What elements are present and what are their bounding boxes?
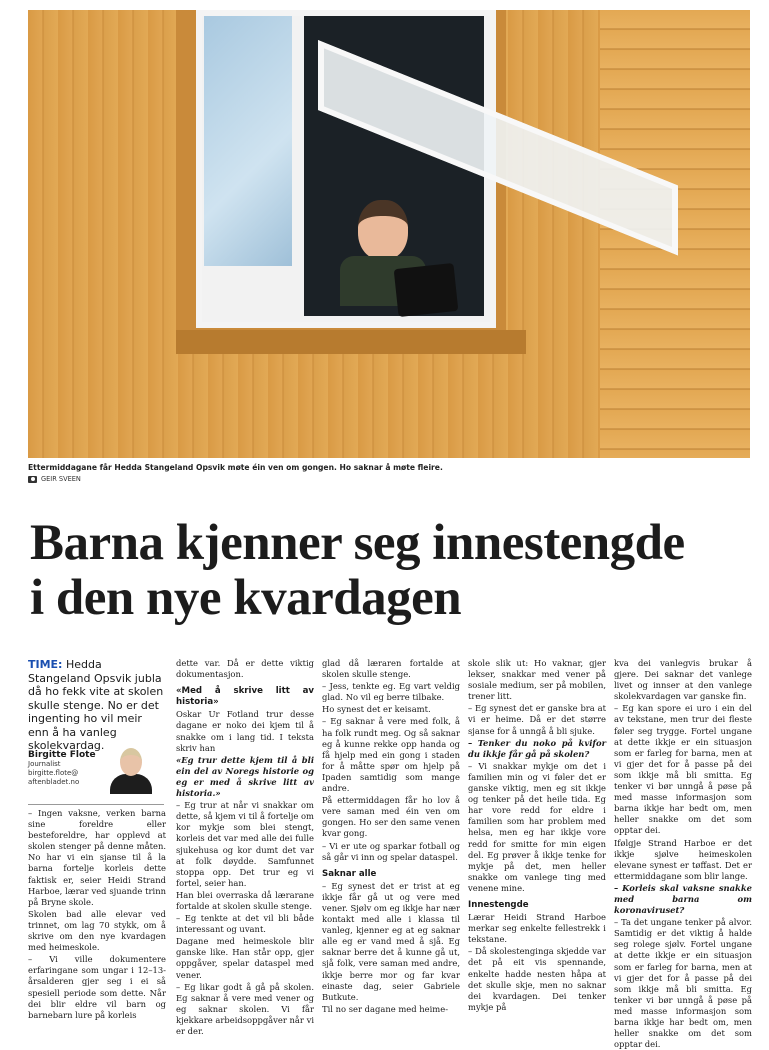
- subheading: «Med å skrive litt av historia»: [176, 686, 314, 708]
- headline-line-2: i den nye kvardagen: [30, 570, 462, 626]
- author-role: Journalist: [28, 760, 61, 768]
- paragraph: – Eg tenkte at det vil bli både interessant og uvant.: [176, 913, 314, 935]
- location-tag: TIME:: [28, 658, 63, 671]
- body-column-4: [468, 658, 606, 1014]
- paragraph: Lærar Heidi Strand Harboe merkar seg enkelte fellestrekk i tekstane.: [468, 912, 606, 945]
- body-column-1: [28, 808, 166, 1021]
- author-name: Birgitte Flote: [28, 750, 96, 760]
- photo-credit-text: GEIR SVEEN: [41, 475, 81, 483]
- avatar-torso: [110, 774, 152, 794]
- headline-line-1: Barna kjenner seg innestengde: [30, 515, 685, 571]
- paragraph: glad då læraren fortalde at skolen skulle stenge.: [322, 658, 460, 680]
- paragraph: – Eg synest det er trist at eg ikkje får gå ut og vere med vener. Sjølv om eg ikkje har nær kontakt med alle i klassa til vanleg, kjenner eg at eg saknar alle eg er vand med å sjå. Eg saknar berre det å kunne gå ut, sjå folk, vere saman med andre, ikkje berre mor og far kvar einaste dag, seier Gabriele Butkute.: [322, 880, 460, 1002]
- paragraph: Dagane med heimeskole blir ganske like. Han står opp, gjer oppgåver, spelar dataspel med vener.: [176, 936, 314, 980]
- quote: «Eg trur dette kjem til å bli ein del av Noregs historie og eg er med å skrive litt av historia.»: [176, 754, 314, 799]
- hero-photo: [28, 10, 750, 458]
- headline: [30, 516, 750, 626]
- paragraph: – Ta det ungane tenker på alvor. Samtidig er det viktig å halde seg rolege sjølv. Fortel ungane at dette ikkje er ein situasjon som er farleg for barna, men at vi gjer det for å passe på dei som ikkje må bli smitta. Eg tenker vi bør unngå å pøse på med masse informasjon som barna ikkje har bedt om, men heller snakke om det som opptar dei.: [614, 917, 752, 1050]
- paragraph: – Eg saknar å vere med folk, å ha folk rundt meg. Og så saknar eg å kunne rekke opp handa og få hjelp med ein gong i staden for å måtte spør om hjelp på Ipaden samtidig som mange andre.: [322, 716, 460, 794]
- avatar-face: [120, 748, 142, 776]
- paragraph: skole slik ut: Ho vaknar, gjer lekser, snakkar med vener på sosiale medium, ser på mobilen, trener litt.: [468, 658, 606, 702]
- lead-text: Hedda Stangeland Opsvik jubla då ho fekk vite at skolen skulle stenge. No er det ingenting ho vil meir enn å ha vanleg skolekvardag.: [28, 658, 164, 752]
- tablet: [394, 263, 459, 317]
- paragraph: – Vi ville dokumentere erfaringane som ungar i 12–13-årsalderen gjer seg i ei så spesiell periode som dette. Når dei blir eldre vil barn og barnebarn lure på korleis: [28, 954, 166, 1020]
- paragraph: Han blei overraska då lærarane fortalde at skolen skulle stenge.: [176, 889, 314, 911]
- camera-icon: [28, 476, 37, 483]
- subheading: Saknar alle: [322, 868, 377, 879]
- paragraph: Ho synest det er keisamt.: [322, 704, 431, 715]
- paragraph: kva dei vanlegvis brukar å gjere. Dei saknar det vanlege livet og innser at den vanlege skolekvardagen var ganske fin.: [614, 658, 752, 702]
- question: – Korleis skal vaksne snakke med barna om koronaviruset?: [614, 882, 752, 916]
- window-glass: [204, 16, 292, 266]
- photo-credit: [28, 475, 81, 483]
- author-email-1: birgitte.flote@: [28, 769, 79, 777]
- question: – Tenker du noko på kvifor du ikkje får gå på skolen?: [468, 737, 606, 759]
- author-avatar: [104, 744, 158, 790]
- paragraph: – Eg kan spore ei uro i ein del av tekstane, men trur dei fleste føler seg trygge. Fortel ungane at dette ikkje er ein situasjon som er farleg for barna, men at vi gjer det for å passe på dei som ikkje må bli smitta. Eg tenker vi bør unngå å pøse på med masse informasjon som barna ikkje har bedt om, men heller snakke om det som opptar dei.: [614, 703, 752, 836]
- paragraph: Til no ser dagane med heime-: [322, 1003, 449, 1014]
- paragraph: – Eg likar godt å gå på skolen. Eg saknar å vere med vener og eg saknar skolen. Vi får kjekkare arbeidsoppgåver når vi er der.: [176, 981, 314, 1036]
- paragraph: På ettermiddagen får ho lov å vere saman med éin ven om gongen. Ho ser den same venen kvar gong.: [322, 795, 460, 839]
- lead-paragraph: [28, 658, 164, 753]
- paragraph: Skolen bad alle elevar ved trinnet, om lag 70 stykk, om å skrive om den nye kvardagen med heimeskole.: [28, 908, 166, 953]
- paragraph: – Då skolestenginga skjedde var det på eit vis spennande, enkelte hadde nesten håpa at det skulle skje, men no saknar dei kvardagen. Dei tenker mykje på: [468, 946, 606, 1012]
- paragraph: – Eg synest det er ganske bra at vi er heime. Då er det større sjanse for å unngå å bli sjuke.: [468, 703, 606, 736]
- body-column-3: [322, 658, 460, 1016]
- body-column-5: [614, 658, 752, 1050]
- child-head: [358, 200, 408, 260]
- window-sill: [176, 330, 526, 354]
- paragraph: – Vi er ute og sparkar fotball og så går vi inn og spelar dataspel.: [322, 840, 460, 862]
- paragraph: Ifølgje Strand Harboe er det ikkje sjølve heimeskolen elevane synest er tøffast. Det er ettermiddagane som blir lange.: [614, 837, 752, 881]
- photo-caption: Ettermiddagane får Hedda Stangeland Opsvik møte éin ven om gongen. Ho saknar å møte fleire.: [28, 463, 443, 472]
- paragraph: – Eg trur at når vi snakkar om dette, så kjem vi til å fortelje om kor mykje som blei stengt, korleis det var med alle dei fulle sjukehusa og kor dumt det var at folk døydde. Samfunnet stoppa opp. Det trur eg vi fortel, seier han.: [176, 800, 314, 888]
- author-email-2: aftenbladet.no: [28, 778, 80, 786]
- paragraph: – Vi snakkar mykje om det i familien min og vi føler det er ganske viktig, men eg sit ikkje og tenker på det heile tida. Eg har vore redd for eldre i familien som har problem med helsa, men eg har ikkje vore redd for smitte for min eigen del. Eg prøver å ikkje tenke for mykje på det, men heller snakke om vanlege ting med venene mine.: [468, 760, 606, 893]
- paragraph: – Ingen vaksne, verken barna sine foreldre eller besteforeldre, har opplevd at skolen stenger på denne måten. No har vi ein sjanse til å la barna fortelje korleis dette faktisk er, seier Heidi Strand Harboe, lærar ved sjuande trinn på Bryne skole.: [28, 808, 166, 907]
- paragraph: dette var. Då er dette viktig dokumentasjon.: [176, 658, 314, 680]
- paragraph: Oskar Ur Fotland trur desse dagane er noko dei kjem til å snakke om i lang tid. I teksta skriv han: [176, 709, 314, 753]
- subheading: Innestengde: [468, 899, 529, 910]
- body-column-2: [176, 658, 314, 1038]
- paragraph: – Jess, tenkte eg. Eg vart veldig glad. No vil eg berre tilbake.: [322, 681, 460, 703]
- byline-divider: [28, 804, 164, 805]
